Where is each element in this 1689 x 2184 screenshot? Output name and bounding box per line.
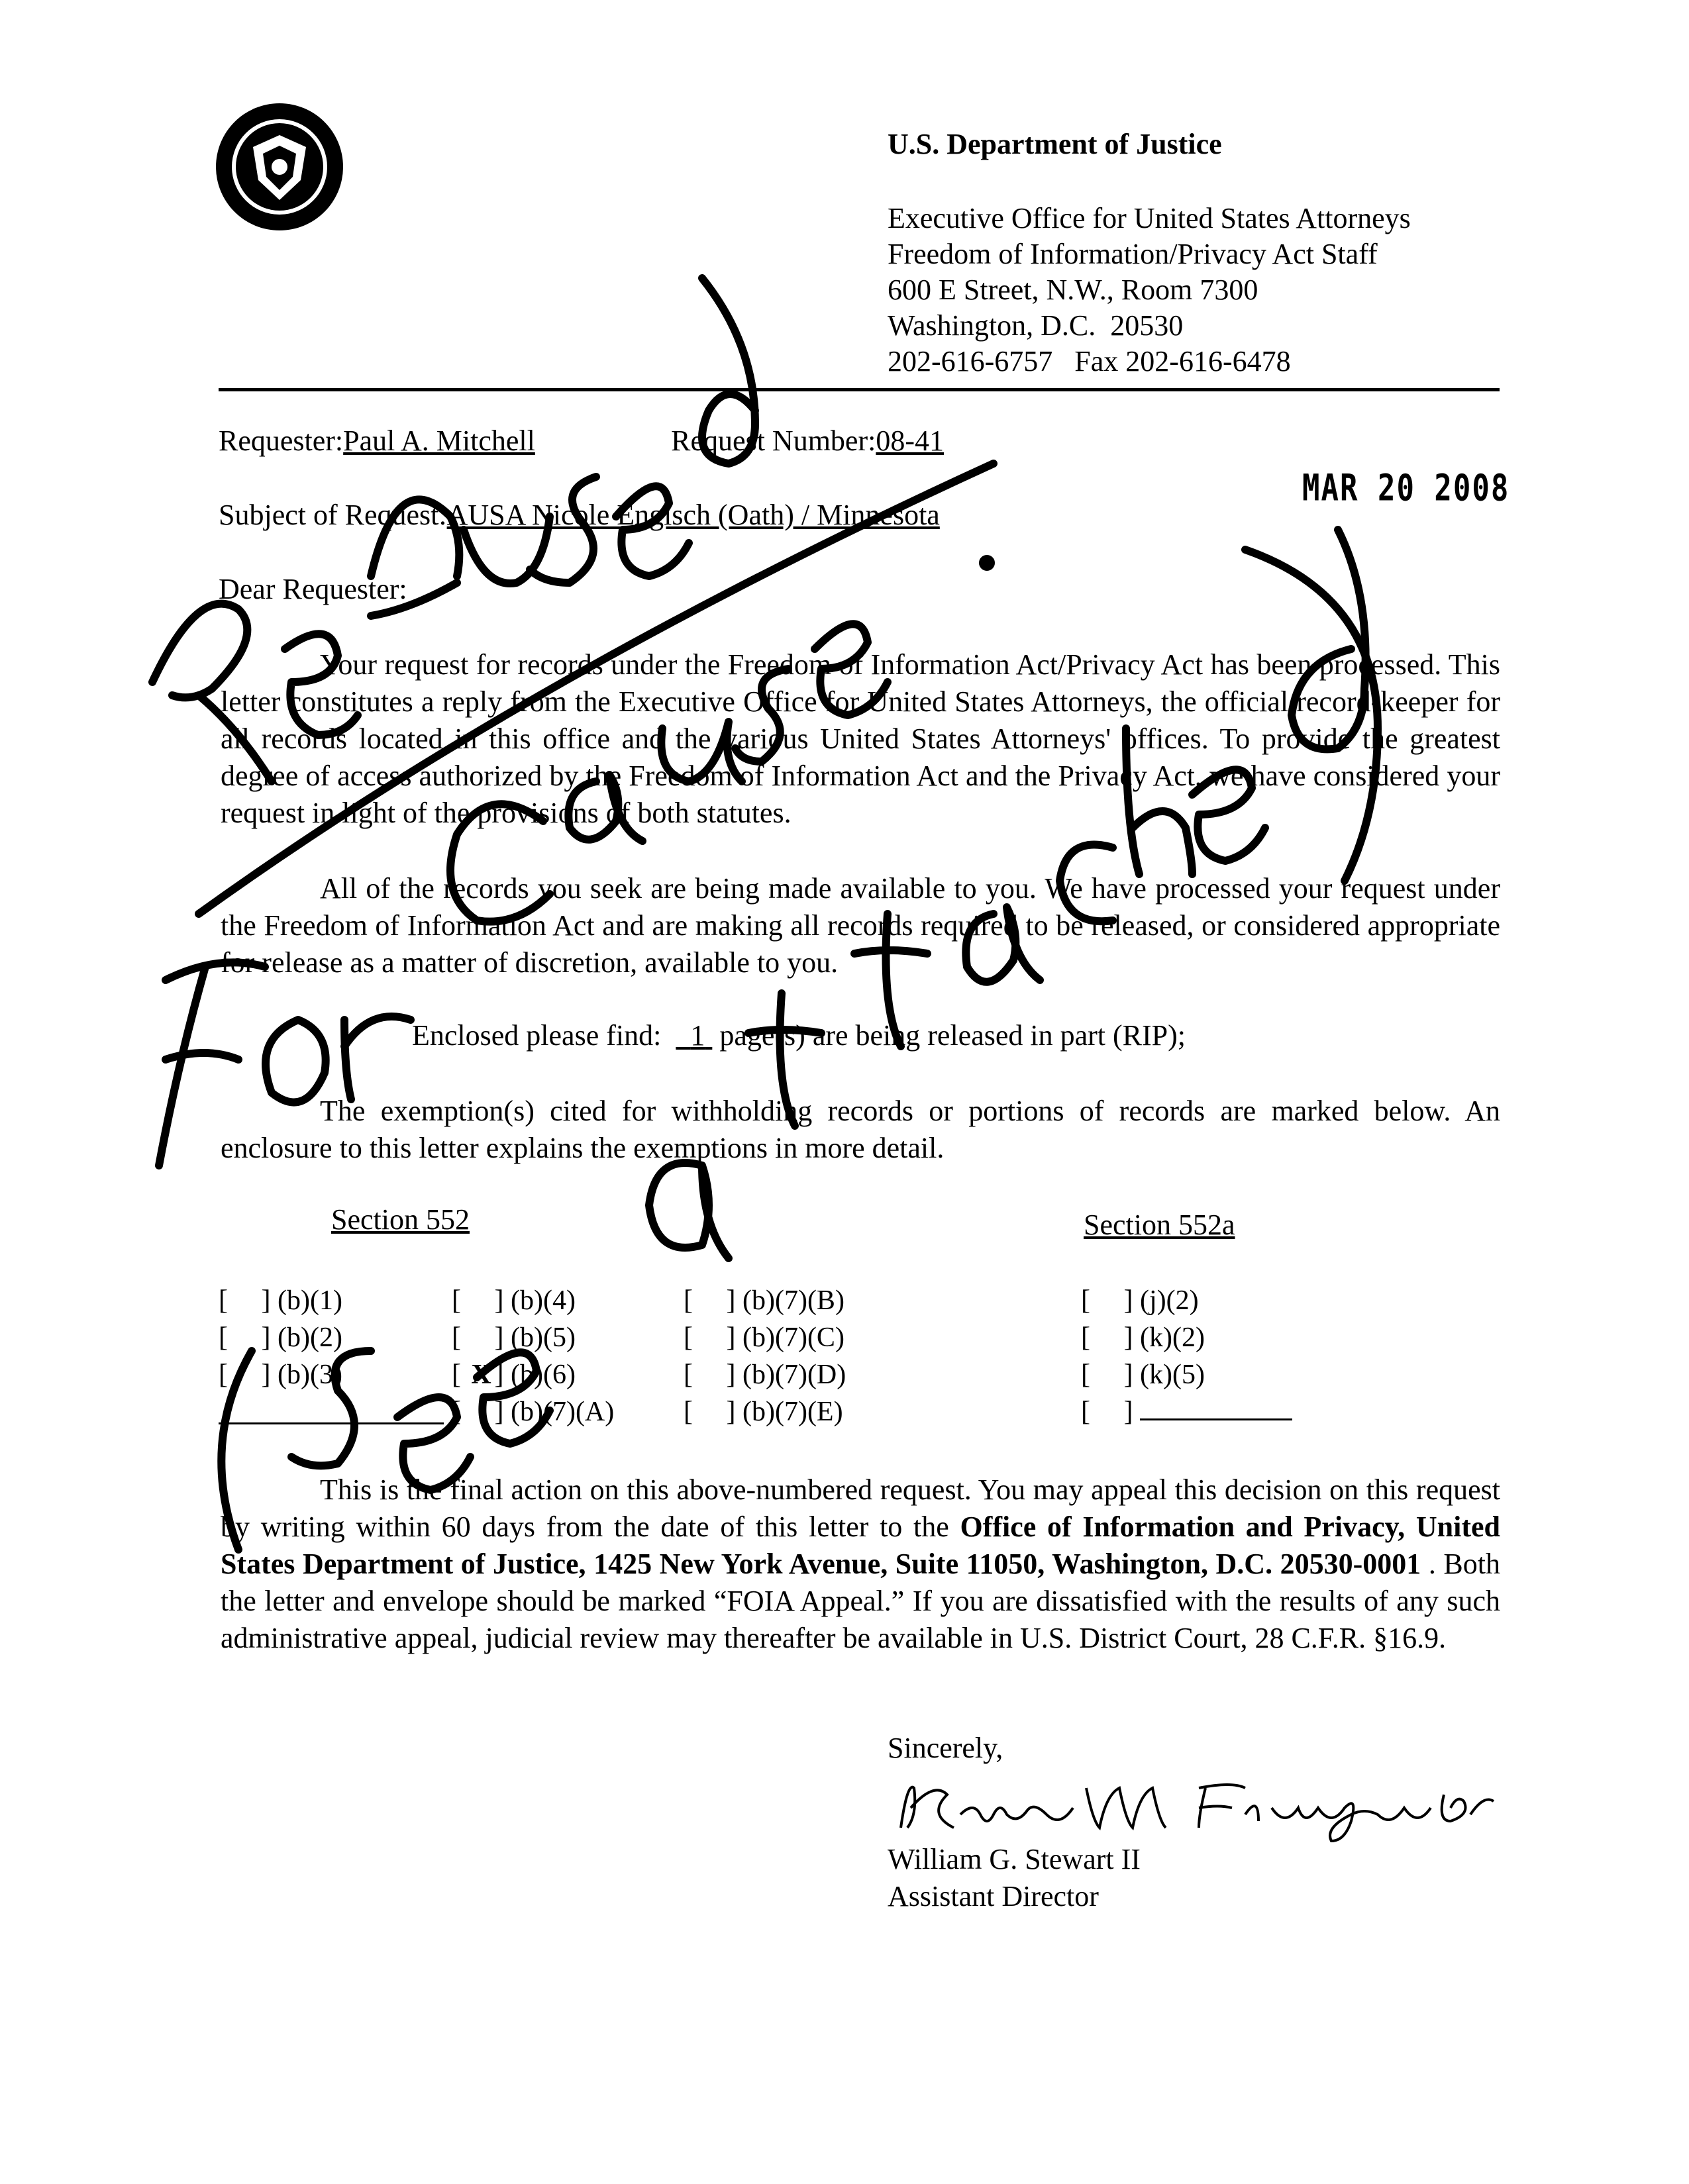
salutation: Dear Requester: [219, 573, 407, 605]
paragraph-exemptions: The exemption(s) cited for withholding records or portions of records are marked below. An enclosure to this letter explains the exemptions in more detail. [221, 1095, 1500, 1164]
phone-fax-line: 202-616-6757 Fax 202-616-6478 [888, 345, 1291, 377]
exemption-checkbox-j2[interactable]: [ ] (j)(2) [1081, 1285, 1199, 1316]
exemption-checkbox-b6[interactable]: [ X ] (b)(6) [452, 1360, 576, 1390]
appeal-address: Office of Information and Privacy, United States Department of Justice, 1425 New York Avenue, Suite 11050, Washington, D.C. 20530-0001 [221, 1511, 1500, 1580]
office-line: Washington, D.C. 20530 [888, 309, 1184, 342]
exemption-checkbox-b7a[interactable]: [ ] (b)(7)(A) [452, 1397, 615, 1427]
exemption-checkbox-b7d[interactable]: [ ] (b)(7)(D) [684, 1360, 846, 1390]
doj-seal-logo [213, 101, 346, 233]
subject-row [219, 498, 1064, 532]
exemption-checkbox-b1[interactable]: [ ] (b)(1) [219, 1285, 342, 1316]
letterhead-divider [219, 388, 1500, 391]
exemption-checkbox-b7e[interactable]: [ ] (b)(7)(E) [684, 1397, 843, 1427]
office-line: Executive Office for United States Attorneys [888, 202, 1411, 234]
office-line: 600 E Street, N.W., Room 7300 [888, 273, 1258, 306]
requester-label: Requester: [219, 424, 344, 457]
department-name: U.S. Department of Justice [888, 128, 1222, 160]
enclosed-text: page(s) are being released in part (RIP); [719, 1019, 1186, 1052]
signer-title: Assistant Director [888, 1880, 1099, 1912]
exemption-checkbox-b4[interactable]: [ ] (b)(4) [452, 1285, 576, 1316]
signature [888, 1768, 1497, 1848]
subject-label: Subject of Request: [219, 499, 447, 531]
other-exemption-blank [1140, 1396, 1292, 1420]
signer-name: William G. Stewart II [888, 1843, 1141, 1875]
paragraph-availability: All of the records you seek are being made available to you. We have processed your request under the Freedom of Information Act and are making all records required to be released, or considered appropriate for release as a matter of discretion, available to you. [221, 872, 1500, 979]
exemption-checkbox-b5[interactable]: [ ] (b)(5) [452, 1322, 576, 1353]
enclosed-label: Enclosed please find: [412, 1019, 662, 1052]
requester-value: Paul A. Mitchell [343, 424, 535, 457]
exemption-checkbox-k2[interactable]: [ ] (k)(2) [1081, 1322, 1205, 1353]
subject-value: AUSA Nicole Engisch (Oath) / Minnesota [446, 499, 940, 531]
request-number-value: 08-41 [876, 424, 944, 457]
exemption-checkbox-k5[interactable]: [ ] (k)(5) [1081, 1360, 1205, 1390]
office-line: Freedom of Information/Privacy Act Staff [888, 238, 1378, 270]
section-552-title: Section 552 [331, 1203, 470, 1236]
request-number-label: Request Number: [671, 424, 876, 457]
closing-sincerely: Sincerely, [888, 1732, 1003, 1764]
paragraph-intro: Your request for records under the Freedom of Information Act/Privacy Act has been processed. This letter constitutes a reply from the Executive Office for United States Attorneys, the official record-keeper for all records located in this office and the various United States Attorneys' offices. To provide the greatest degree of access authorized by the Freedom of Information Act and the Privacy Act, we have considered your request in light of the provisions of both statutes. [221, 648, 1500, 829]
paragraph-appeal: This is the final action on this above-numbered request. You may appeal this decision on this request by writing within 60 days from the date of this letter to the Office of Information and Privacy, United States Department of Justice, 1425 New York Avenue, Suite 11050, Washington, D.C. 20530-0001 . Both the letter and envelope should be marked “FOIA Appeal.” If you are dissatisfied with the results of any such administrative appeal, judicial review may thereafter be available in U.S. District Court, 28 C.F.R. §16.9. [221, 1473, 1500, 1654]
section-552a-title: Section 552a [1084, 1209, 1235, 1241]
blank-line [219, 1422, 444, 1424]
date-stamp: MAR 20 2008 [1302, 467, 1510, 510]
exemption-checkbox-other[interactable]: [ ] [1081, 1396, 1292, 1428]
exemption-checkbox-b7c[interactable]: [ ] (b)(7)(C) [684, 1322, 844, 1353]
exemption-checkbox-b2[interactable]: [ ] (b)(2) [219, 1322, 342, 1353]
requester-row [219, 424, 1015, 458]
enclosed-count: 1 [690, 1019, 705, 1052]
exemption-checkbox-b3[interactable]: [ ] (b)(3) [219, 1360, 342, 1390]
enclosed-row [412, 1018, 1186, 1052]
exemption-checkbox-b7b[interactable]: [ ] (b)(7)(B) [684, 1285, 844, 1316]
